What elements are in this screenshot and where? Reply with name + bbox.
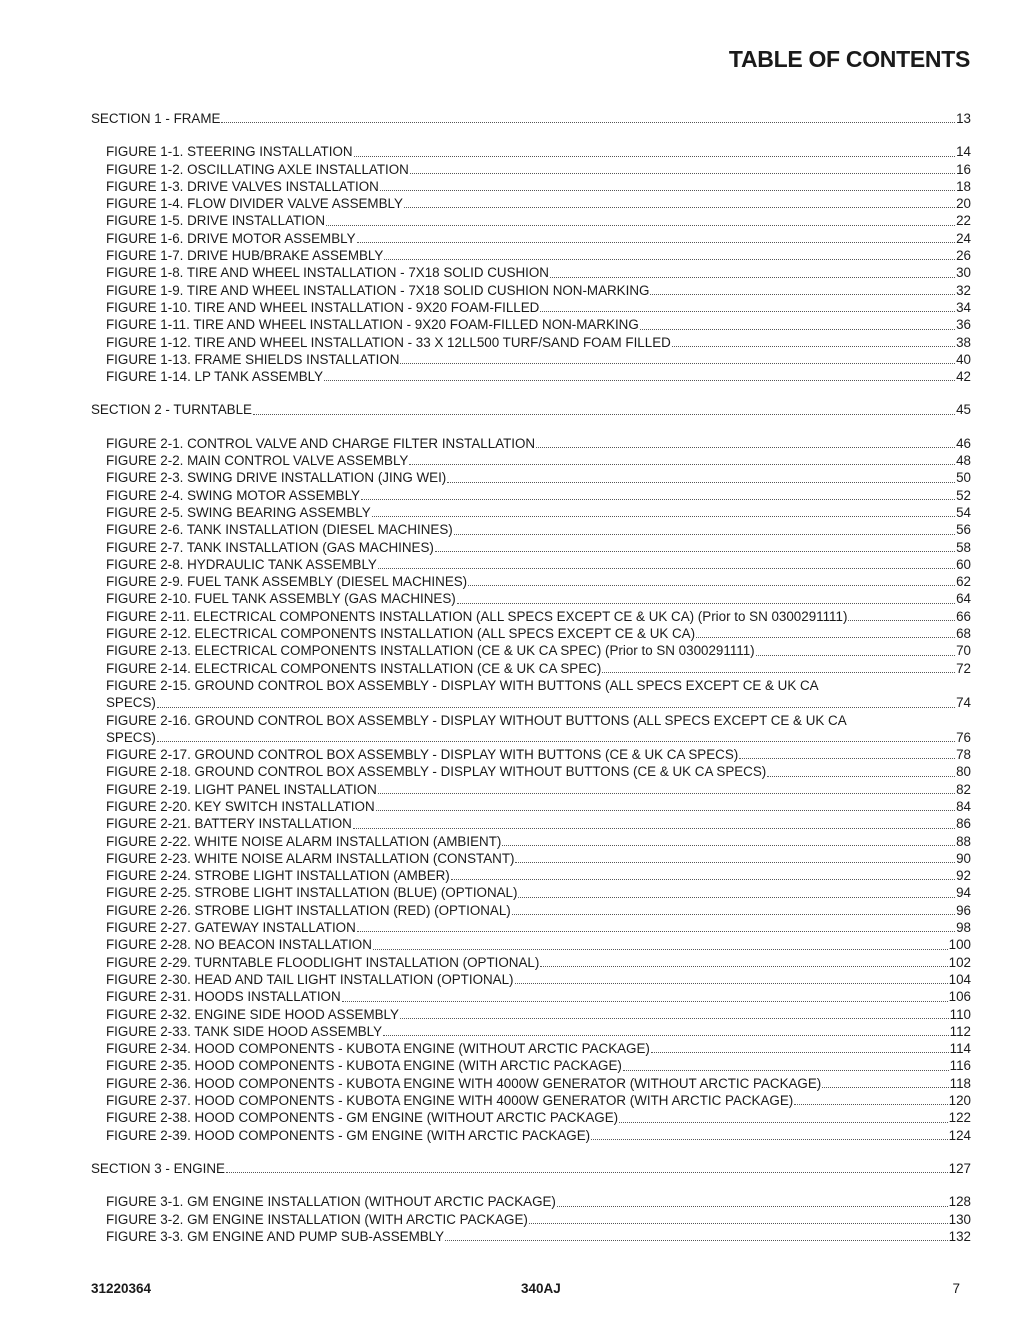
figure-label: FIGURE 2-26. STROBE LIGHT INSTALLATION (RED) (OPTIONAL)	[106, 902, 511, 918]
dot-leader	[650, 293, 955, 295]
dot-leader	[454, 533, 955, 535]
section-page: 127	[948, 1160, 971, 1176]
dot-leader	[384, 258, 955, 260]
figure-page: 62	[956, 574, 971, 590]
dot-leader	[383, 1034, 949, 1036]
figure-label: FIGURE 2-23. WHITE NOISE ALARM INSTALLATION (CONSTANT)	[106, 850, 515, 866]
figure-entry[interactable]	[91, 161, 971, 178]
figure-label: FIGURE 1-8. TIRE AND WHEEL INSTALLATION - 7X18 SOLID CUSHION	[106, 265, 549, 281]
figure-entry[interactable]	[91, 919, 971, 936]
figure-page: 102	[948, 954, 971, 970]
dot-leader	[410, 172, 955, 174]
dot-leader	[602, 671, 955, 673]
dot-leader	[435, 550, 955, 552]
figure-page: 48	[956, 453, 971, 469]
figure-entry[interactable]	[91, 660, 971, 677]
dot-leader	[822, 1086, 948, 1088]
dot-leader	[354, 155, 956, 157]
figure-label: FIGURE 2-10. FUEL TANK ASSEMBLY (GAS MACHINES)	[106, 591, 456, 607]
figure-label: FIGURE 2-36. HOOD COMPONENTS - KUBOTA ENGINE WITH 4000W GENERATOR (WITHOUT ARCTIC PACKAGE)	[106, 1075, 822, 1091]
dot-leader	[672, 345, 955, 347]
figure-entry[interactable]	[91, 988, 971, 1005]
figure-entry[interactable]	[91, 1092, 971, 1109]
figure-entry[interactable]	[91, 1211, 971, 1228]
figure-page: 122	[948, 1110, 971, 1126]
figure-label: FIGURE 2-32. ENGINE SIDE HOOD ASSEMBLY	[106, 1006, 399, 1022]
figure-label: FIGURE 1-11. TIRE AND WHEEL INSTALLATION - 9X20 FOAM-FILLED NON-MARKING	[106, 317, 639, 333]
section-entry[interactable]	[91, 1160, 971, 1177]
dot-leader	[221, 121, 955, 123]
figure-label: FIGURE 2-16. GROUND CONTROL BOX ASSEMBLY - DISPLAY WITHOUT BUTTONS (ALL SPECS EXCEPT CE & UK CA	[106, 712, 847, 728]
dot-leader	[357, 930, 955, 932]
figure-entry[interactable]	[91, 521, 971, 538]
figure-entry[interactable]	[91, 608, 971, 625]
figure-page: 64	[956, 591, 971, 607]
figure-label: FIGURE 1-4. FLOW DIVIDER VALVE ASSEMBLY	[106, 196, 403, 212]
figure-entry[interactable]	[91, 282, 971, 299]
figure-entry[interactable]	[91, 902, 971, 919]
figure-label: FIGURE 2-8. HYDRAULIC TANK ASSEMBLY	[106, 556, 377, 572]
figure-page: 40	[956, 351, 971, 367]
figure-entry[interactable]	[91, 677, 971, 712]
figure-label: FIGURE 2-27. GATEWAY INSTALLATION	[106, 920, 356, 936]
figure-label-continued-row	[106, 729, 971, 746]
figure-page: 128	[948, 1194, 971, 1210]
dot-leader	[794, 1103, 947, 1105]
figure-page: 106	[948, 989, 971, 1005]
dot-leader	[502, 844, 955, 846]
figure-page: 76	[956, 729, 971, 745]
dot-leader	[518, 896, 955, 898]
figure-entry[interactable]	[91, 815, 971, 832]
figure-entry[interactable]	[91, 452, 971, 469]
figure-entry[interactable]	[91, 143, 971, 160]
dot-leader	[640, 328, 955, 330]
figure-label: FIGURE 1-12. TIRE AND WHEEL INSTALLATION - 33 X 12LL500 TURF/SAND FOAM FILLED	[106, 334, 671, 350]
figure-page: 84	[956, 798, 971, 814]
figure-label: FIGURE 2-39. HOOD COMPONENTS - GM ENGINE (WITH ARCTIC PACKAGE)	[106, 1127, 591, 1143]
figure-page: 100	[948, 937, 971, 953]
figure-page: 46	[956, 435, 971, 451]
figure-page: 120	[948, 1093, 971, 1109]
figure-page: 70	[956, 643, 971, 659]
figure-label: FIGURE 1-3. DRIVE VALVES INSTALLATION	[106, 178, 379, 194]
figure-label: FIGURE 3-3. GM ENGINE AND PUMP SUB-ASSEMBLY	[106, 1228, 445, 1244]
figure-label: FIGURE 2-21. BATTERY INSTALLATION	[106, 816, 352, 832]
figure-entry[interactable]	[91, 1057, 971, 1074]
figure-page: 58	[956, 539, 971, 555]
figure-label: FIGURE 1-9. TIRE AND WHEEL INSTALLATION - 7X18 SOLID CUSHION NON-MARKING	[106, 282, 650, 298]
dot-leader	[157, 706, 955, 708]
dot-leader	[447, 481, 955, 483]
dot-leader	[353, 827, 955, 829]
dot-leader	[445, 1239, 948, 1241]
figure-label: FIGURE 2-19. LIGHT PANEL INSTALLATION	[106, 781, 377, 797]
figure-entry[interactable]	[91, 867, 971, 884]
figure-page: 114	[949, 1041, 971, 1057]
figure-page: 88	[956, 833, 971, 849]
figure-label: FIGURE 2-22. WHITE NOISE ALARM INSTALLATION (AMBIENT)	[106, 833, 502, 849]
figure-label: FIGURE 2-12. ELECTRICAL COMPONENTS INSTALLATION (ALL SPECS EXCEPT CE & UK CA)	[106, 626, 696, 642]
figure-page: 116	[949, 1058, 971, 1074]
dot-leader	[409, 463, 955, 465]
figure-page: 68	[956, 626, 971, 642]
figure-entry[interactable]	[91, 763, 971, 780]
dot-leader	[739, 757, 955, 759]
figure-label: FIGURE 2-25. STROBE LIGHT INSTALLATION (BLUE) (OPTIONAL)	[106, 885, 518, 901]
dot-leader	[619, 1121, 948, 1123]
dot-leader	[457, 602, 955, 604]
figure-label: FIGURE 2-20. KEY SWITCH INSTALLATION	[106, 798, 375, 814]
figure-entry[interactable]	[91, 334, 971, 351]
figure-page: 16	[956, 161, 971, 177]
figure-entry[interactable]	[91, 712, 971, 747]
figure-page: 130	[948, 1211, 971, 1227]
section-label: SECTION 2 - TURNTABLE	[91, 402, 252, 418]
figure-page: 110	[949, 1006, 971, 1022]
figure-page: 42	[956, 369, 971, 385]
figure-page: 32	[956, 282, 971, 298]
figure-entry[interactable]	[91, 435, 971, 452]
figure-entry[interactable]	[91, 798, 971, 815]
figure-entry[interactable]	[91, 850, 971, 867]
dot-leader	[557, 1205, 948, 1207]
figure-entry[interactable]	[91, 1006, 971, 1023]
figure-page: 96	[956, 902, 971, 918]
dot-leader	[342, 1000, 948, 1002]
figure-entry[interactable]	[91, 746, 971, 763]
figure-entry[interactable]	[91, 781, 971, 798]
figure-page: 94	[956, 885, 971, 901]
dot-leader	[372, 515, 955, 517]
section-label: SECTION 3 - ENGINE	[91, 1160, 225, 1176]
figure-entry[interactable]	[91, 971, 971, 988]
dot-leader	[378, 792, 955, 794]
figure-label: FIGURE 2-11. ELECTRICAL COMPONENTS INSTALLATION (ALL SPECS EXCEPT CE & UK CA) (Prior to SN 0300291111)	[106, 608, 848, 624]
figure-page: 52	[956, 487, 971, 503]
dot-leader	[361, 498, 955, 500]
dot-leader	[468, 584, 955, 586]
figure-page: 18	[956, 178, 971, 194]
figure-entry[interactable]	[91, 642, 971, 659]
figure-label: FIGURE 2-17. GROUND CONTROL BOX ASSEMBLY - DISPLAY WITH BUTTONS (CE & UK CA SPECS)	[106, 747, 739, 763]
dot-leader	[623, 1069, 949, 1071]
figure-page: 22	[956, 213, 971, 229]
figure-label: FIGURE 1-1. STEERING INSTALLATION	[106, 144, 353, 160]
dot-leader	[550, 276, 955, 278]
figure-entry[interactable]	[91, 954, 971, 971]
figure-label: FIGURE 3-1. GM ENGINE INSTALLATION (WITHOUT ARCTIC PACKAGE)	[106, 1194, 556, 1210]
dot-leader	[591, 1138, 948, 1140]
figure-entry[interactable]	[91, 247, 971, 264]
dot-leader	[540, 965, 947, 967]
figure-entry[interactable]	[91, 1040, 971, 1057]
dot-leader	[848, 619, 955, 621]
figure-label: FIGURE 2-33. TANK SIDE HOOD ASSEMBLY	[106, 1023, 383, 1039]
figure-entry[interactable]	[91, 539, 971, 556]
figure-label: FIGURE 2-4. SWING MOTOR ASSEMBLY	[106, 487, 360, 503]
figure-label: FIGURE 2-24. STROBE LIGHT INSTALLATION (AMBER)	[106, 868, 450, 884]
figure-label: FIGURE 2-7. TANK INSTALLATION (GAS MACHINES)	[106, 539, 434, 555]
dot-leader	[357, 241, 956, 243]
figure-label: FIGURE 2-6. TANK INSTALLATION (DIESEL MACHINES)	[106, 522, 453, 538]
dot-leader	[515, 982, 948, 984]
figure-page: 104	[948, 971, 971, 987]
figure-entry[interactable]	[91, 625, 971, 642]
figure-label: FIGURE 2-37. HOOD COMPONENTS - KUBOTA ENGINE WITH 4000W GENERATOR (WITH ARCTIC PACKAGE)	[106, 1093, 794, 1109]
dot-leader	[540, 310, 955, 312]
figure-label: FIGURE 2-1. CONTROL VALVE AND CHARGE FILTER INSTALLATION	[106, 435, 536, 451]
dot-leader	[512, 913, 955, 915]
figure-label: FIGURE 2-35. HOOD COMPONENTS - KUBOTA ENGINE (WITH ARCTIC PACKAGE)	[106, 1058, 622, 1074]
section-page: 13	[956, 111, 971, 126]
figure-page: 132	[948, 1228, 971, 1244]
figure-label: FIGURE 2-3. SWING DRIVE INSTALLATION (JING WEI)	[106, 470, 447, 486]
dot-leader	[157, 740, 955, 742]
model-name: 340AJ	[521, 1281, 561, 1296]
figure-entry[interactable]	[91, 178, 971, 195]
figure-label: FIGURE 1-10. TIRE AND WHEEL INSTALLATION - 9X20 FOAM-FILLED	[106, 299, 540, 315]
figure-page: 66	[956, 608, 971, 624]
figure-label: FIGURE 2-38. HOOD COMPONENTS - GM ENGINE (WITHOUT ARCTIC PACKAGE)	[106, 1110, 619, 1126]
figure-entry[interactable]	[91, 316, 971, 333]
section-entry[interactable]	[91, 110, 971, 127]
figure-label: FIGURE 1-5. DRIVE INSTALLATION	[106, 213, 326, 229]
figure-label: FIGURE 1-7. DRIVE HUB/BRAKE ASSEMBLY	[106, 248, 384, 264]
figure-entry[interactable]	[91, 230, 971, 247]
dot-leader	[696, 636, 955, 638]
figure-entry[interactable]	[91, 1127, 971, 1144]
figure-entry[interactable]	[91, 936, 971, 953]
figure-entry[interactable]	[91, 1075, 971, 1092]
figure-label: FIGURE 2-14. ELECTRICAL COMPONENTS INSTALLATION (CE & UK CA SPEC)	[106, 660, 602, 676]
figure-entry[interactable]	[91, 590, 971, 607]
figure-page: 26	[956, 248, 971, 264]
figure-page: 30	[956, 265, 971, 281]
figure-entry[interactable]	[91, 573, 971, 590]
figure-page: 72	[956, 660, 971, 676]
figure-label: FIGURE 2-31. HOODS INSTALLATION	[106, 989, 341, 1005]
figure-label: FIGURE 2-13. ELECTRICAL COMPONENTS INSTALLATION (CE & UK CA SPEC) (Prior to SN 0300291111)	[106, 643, 755, 659]
figure-entry[interactable]	[91, 504, 971, 521]
document-number: 31220364	[91, 1281, 152, 1296]
figure-entry[interactable]	[91, 195, 971, 212]
figure-page: 112	[949, 1023, 971, 1039]
figure-page: 82	[956, 781, 971, 797]
dot-leader	[226, 1171, 948, 1173]
figure-page: 50	[956, 470, 971, 486]
dot-leader	[324, 379, 955, 381]
figure-page: 124	[948, 1127, 971, 1143]
figure-entry[interactable]	[91, 884, 971, 901]
figure-label: FIGURE 1-13. FRAME SHIELDS INSTALLATION	[106, 351, 400, 367]
dot-leader	[651, 1051, 949, 1053]
figure-page: 24	[956, 230, 971, 246]
figure-label-continued: SPECS)	[106, 695, 156, 711]
figure-entry[interactable]	[91, 299, 971, 316]
dot-leader	[378, 567, 955, 569]
figure-page: 78	[956, 747, 971, 763]
figure-entry[interactable]	[91, 469, 971, 486]
figure-page: 38	[956, 334, 971, 350]
figure-entry[interactable]	[91, 212, 971, 229]
figure-page: 54	[956, 504, 971, 520]
figure-label: FIGURE 1-14. LP TANK ASSEMBLY	[106, 369, 324, 385]
dot-leader	[767, 775, 955, 777]
figure-label: FIGURE 2-28. NO BEACON INSTALLATION	[106, 937, 372, 953]
figure-page: 14	[956, 144, 971, 160]
figure-label: FIGURE 2-18. GROUND CONTROL BOX ASSEMBLY - DISPLAY WITHOUT BUTTONS (CE & UK CA SPECS)	[106, 764, 767, 780]
figure-label: FIGURE 1-2. OSCILLATING AXLE INSTALLATION	[106, 161, 409, 177]
figure-page: 60	[956, 556, 971, 572]
figure-entry[interactable]	[91, 1109, 971, 1126]
figure-entry[interactable]	[91, 833, 971, 850]
figure-page: 80	[956, 764, 971, 780]
figure-page: 56	[956, 522, 971, 538]
dot-leader	[756, 654, 955, 656]
figure-page: 74	[956, 695, 971, 711]
section-label: SECTION 1 - FRAME	[91, 111, 221, 126]
figure-entry[interactable]	[91, 487, 971, 504]
page-number: 7	[952, 1281, 960, 1296]
figure-label: FIGURE 2-15. GROUND CONTROL BOX ASSEMBLY - DISPLAY WITH BUTTONS (ALL SPECS EXCEPT CE & UK CA	[106, 677, 819, 693]
table-of-contents	[91, 110, 971, 1245]
section-entry[interactable]	[91, 401, 971, 418]
figure-entry[interactable]	[91, 1023, 971, 1040]
figure-page: 86	[956, 816, 971, 832]
figure-page: 98	[956, 920, 971, 936]
figure-page: 118	[949, 1075, 971, 1091]
figure-label: FIGURE 1-6. DRIVE MOTOR ASSEMBLY	[106, 230, 356, 246]
figure-label: FIGURE 2-2. MAIN CONTROL VALVE ASSEMBLY	[106, 453, 409, 469]
figure-page: 92	[956, 868, 971, 884]
figure-entry[interactable]	[91, 1228, 971, 1245]
dot-leader	[400, 1017, 949, 1019]
page-title: TABLE OF CONTENTS	[728, 46, 970, 72]
figure-label-continued-row	[106, 694, 971, 711]
dot-leader	[376, 809, 955, 811]
figure-page: 20	[956, 196, 971, 212]
figure-label: FIGURE 2-30. HEAD AND TAIL LIGHT INSTALLATION (OPTIONAL)	[106, 971, 514, 987]
dot-leader	[373, 948, 948, 950]
figure-entry[interactable]	[91, 351, 971, 368]
dot-leader	[400, 362, 955, 364]
figure-label-continued: SPECS)	[106, 729, 156, 745]
figure-label: FIGURE 2-9. FUEL TANK ASSEMBLY (DIESEL MACHINES)	[106, 574, 468, 590]
dot-leader	[253, 413, 955, 415]
figure-label: FIGURE 2-29. TURNTABLE FLOODLIGHT INSTALLATION (OPTIONAL)	[106, 954, 540, 970]
section-page: 45	[956, 402, 971, 418]
figure-label: FIGURE 2-5. SWING BEARING ASSEMBLY	[106, 504, 371, 520]
figure-page: 36	[956, 317, 971, 333]
dot-leader	[326, 224, 955, 226]
figure-label: FIGURE 3-2. GM ENGINE INSTALLATION (WITH ARCTIC PACKAGE)	[106, 1211, 528, 1227]
figure-page: 34	[956, 299, 971, 315]
figure-page: 90	[956, 850, 971, 866]
figure-entry[interactable]	[91, 368, 971, 385]
dot-leader	[515, 861, 955, 863]
dot-leader	[404, 206, 955, 208]
figure-entry[interactable]	[91, 264, 971, 281]
figure-entry[interactable]	[91, 556, 971, 573]
dot-leader	[380, 189, 955, 191]
dot-leader	[451, 878, 955, 880]
dot-leader	[536, 446, 955, 448]
figure-entry[interactable]	[91, 1193, 971, 1210]
figure-label: FIGURE 2-34. HOOD COMPONENTS - KUBOTA ENGINE (WITHOUT ARCTIC PACKAGE)	[106, 1041, 650, 1057]
dot-leader	[529, 1222, 948, 1224]
